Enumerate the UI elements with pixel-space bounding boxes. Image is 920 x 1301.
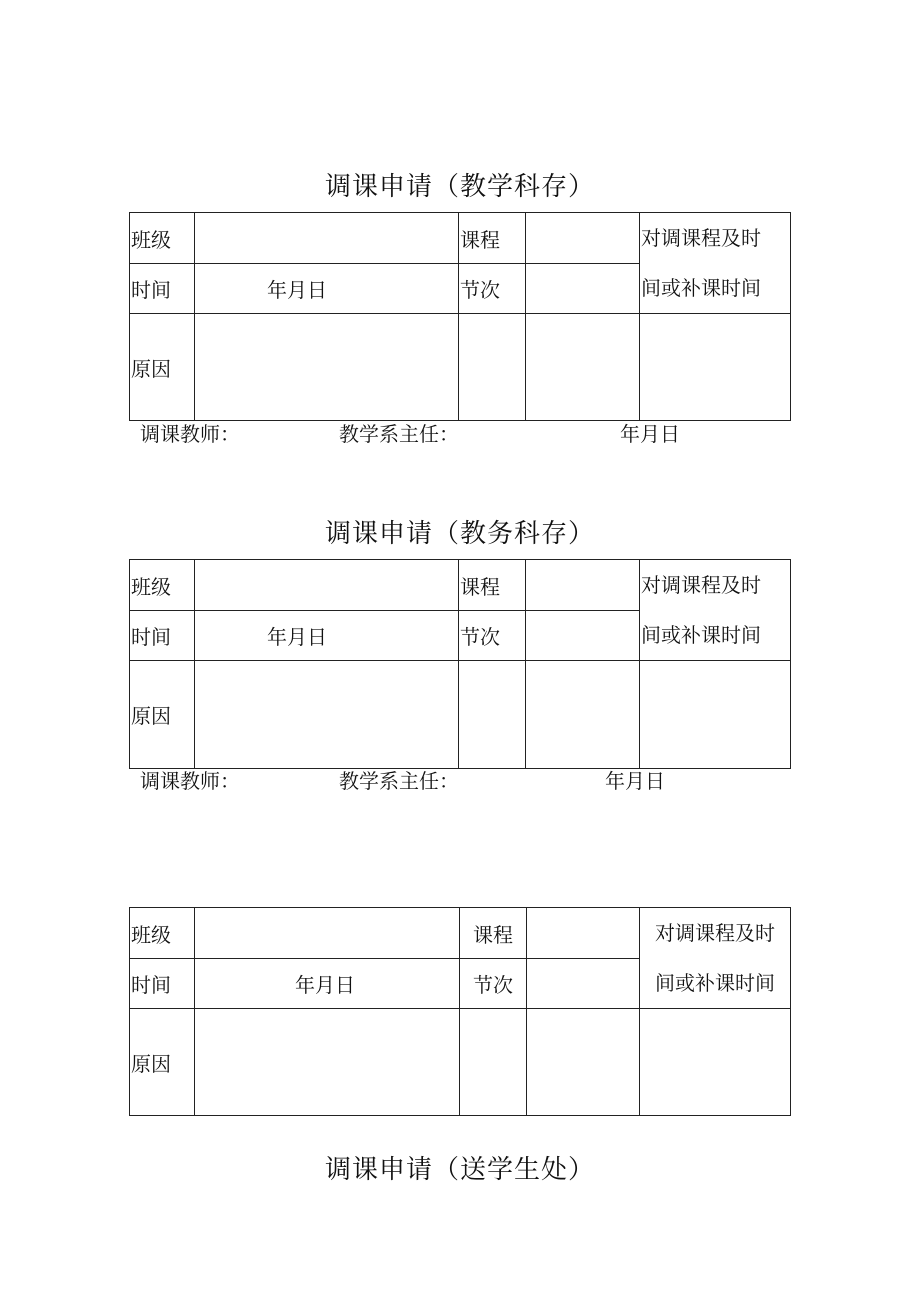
class-label: 班级 xyxy=(130,560,195,611)
date-input-cell[interactable]: 年月日 xyxy=(195,959,460,1009)
swap-note-label xyxy=(640,560,791,661)
leave-swap-form-table xyxy=(129,907,791,1116)
swap-time-input-cell[interactable] xyxy=(640,1009,791,1116)
period-label: 节次 xyxy=(459,264,526,314)
reason-extra-cell[interactable] xyxy=(459,314,526,421)
reason-extra-cell[interactable] xyxy=(526,661,640,769)
period-input-cell[interactable] xyxy=(526,264,640,314)
sign-date-label: 年月日 xyxy=(620,422,680,446)
swap-note-line2: 间或补课时间 xyxy=(655,971,775,995)
time-label: 时间 xyxy=(130,611,195,661)
swap-note-line2: 间或补课时间 xyxy=(641,623,761,647)
reason-input-cell[interactable] xyxy=(195,1009,460,1116)
period-input-cell[interactable] xyxy=(527,959,640,1009)
swap-note-line1: 对调课程及时 xyxy=(655,921,775,945)
director-signature-label: 教学系主任： xyxy=(339,769,459,793)
course-input-cell[interactable] xyxy=(527,908,640,959)
swap-time-input-cell[interactable] xyxy=(640,661,791,769)
swap-note-line2: 间或补课时间 xyxy=(641,276,761,300)
reason-extra-cell[interactable] xyxy=(460,1009,527,1116)
class-input-cell[interactable] xyxy=(195,908,460,959)
class-input-cell[interactable] xyxy=(195,213,459,264)
teacher-signature-label: 调课教师： xyxy=(140,769,240,793)
form-title: 调课申请（教学科存） xyxy=(324,172,595,202)
period-label: 节次 xyxy=(460,959,527,1009)
swap-time-input-cell[interactable] xyxy=(640,314,791,421)
swap-note-line1: 对调课程及时 xyxy=(641,573,761,597)
course-input-cell[interactable] xyxy=(526,213,640,264)
signature-row xyxy=(0,420,920,448)
leave-swap-form-table xyxy=(129,212,791,421)
reason-extra-cell[interactable] xyxy=(459,661,526,769)
reason-input-cell[interactable] xyxy=(195,314,459,421)
class-label: 班级 xyxy=(130,213,195,264)
form-title: 调课申请（送学生处） xyxy=(324,1155,595,1185)
class-input-cell[interactable] xyxy=(195,560,459,611)
reason-label: 原因 xyxy=(130,661,195,769)
reason-extra-cell[interactable] xyxy=(526,314,640,421)
leave-swap-form-table xyxy=(129,559,791,769)
period-label: 节次 xyxy=(459,611,526,661)
date-input-cell[interactable]: 年月日 xyxy=(195,264,459,314)
course-label: 课程 xyxy=(460,908,527,959)
time-label: 时间 xyxy=(130,959,195,1009)
reason-extra-cell[interactable] xyxy=(527,1009,640,1116)
time-label: 时间 xyxy=(130,264,195,314)
course-label: 课程 xyxy=(459,560,526,611)
signature-row xyxy=(0,767,920,795)
course-label: 课程 xyxy=(459,213,526,264)
swap-note-label xyxy=(640,908,791,1009)
course-input-cell[interactable] xyxy=(526,560,640,611)
class-label: 班级 xyxy=(130,908,195,959)
swap-note-label xyxy=(640,213,791,314)
teacher-signature-label: 调课教师： xyxy=(140,422,240,446)
swap-note-line1: 对调课程及时 xyxy=(641,226,761,250)
sign-date-label: 年月日 xyxy=(605,769,665,793)
reason-label: 原因 xyxy=(130,1009,195,1116)
date-input-cell[interactable]: 年月日 xyxy=(195,611,459,661)
reason-label: 原因 xyxy=(130,314,195,421)
period-input-cell[interactable] xyxy=(526,611,640,661)
reason-input-cell[interactable] xyxy=(195,661,459,769)
director-signature-label: 教学系主任： xyxy=(339,422,459,446)
form-title: 调课申请（教务科存） xyxy=(324,519,595,549)
